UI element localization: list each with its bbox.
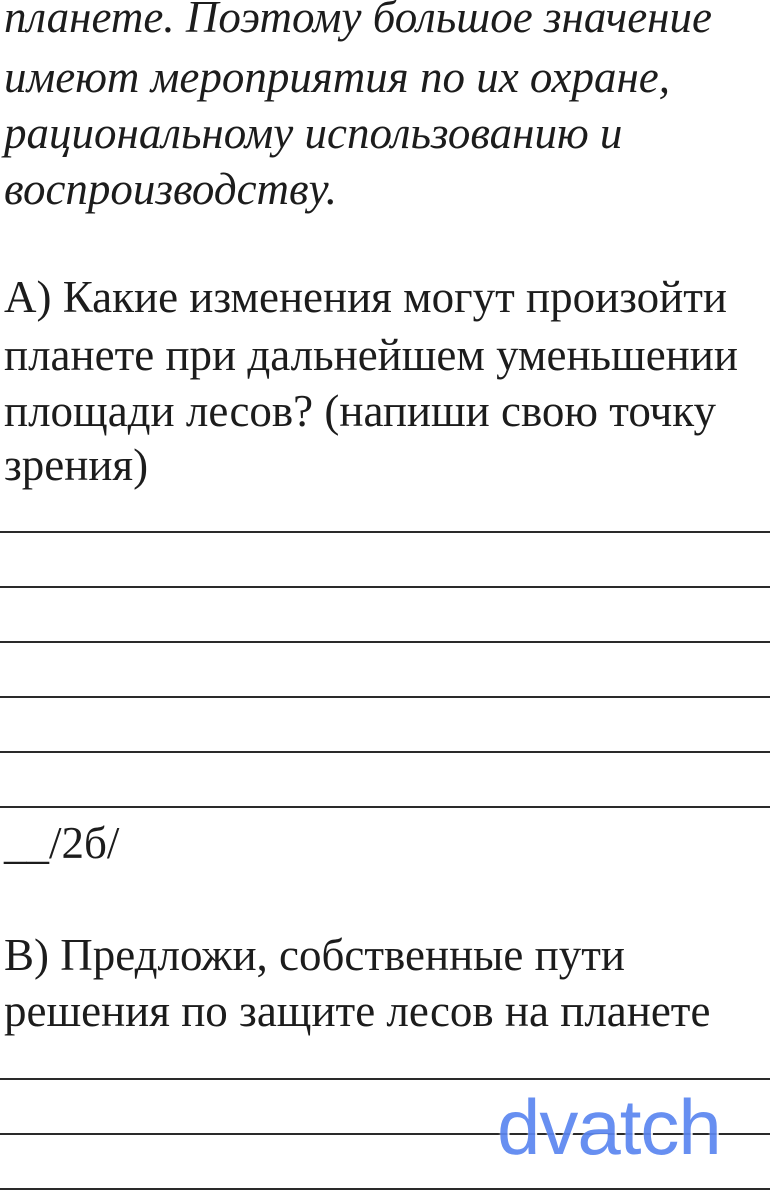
question-a-line-1: А) Какие изменения могут произойти — [4, 272, 727, 322]
answer-line[interactable] — [0, 806, 770, 808]
question-b-line-2: решения по защите лесов на планете — [4, 986, 711, 1036]
answer-line[interactable] — [0, 641, 770, 643]
intro-line-3: рациональному использованию и — [4, 108, 623, 158]
answer-line[interactable] — [0, 586, 770, 588]
watermark-logo: dvatch — [497, 1083, 721, 1171]
answer-line[interactable] — [0, 696, 770, 698]
question-a-line-4: зрения) — [4, 440, 149, 490]
answer-line[interactable] — [0, 1078, 770, 1080]
question-b-line-1: В) Предложи, собственные пути — [4, 930, 625, 980]
answer-line[interactable] — [0, 751, 770, 753]
answer-line[interactable] — [0, 531, 770, 533]
answer-line[interactable] — [0, 1188, 770, 1190]
intro-line-4: воспроизводству. — [4, 164, 337, 214]
score-a: __/2б/ — [4, 818, 120, 868]
intro-line-2: имеют мероприятия по их охране, — [4, 52, 671, 102]
question-a-line-2: планете при дальнейшем уменьшении — [4, 330, 738, 380]
intro-line-1: планете. Поэтому большое значение — [4, 0, 712, 42]
question-a-line-3: площади лесов? (напиши свою точку — [4, 386, 717, 436]
